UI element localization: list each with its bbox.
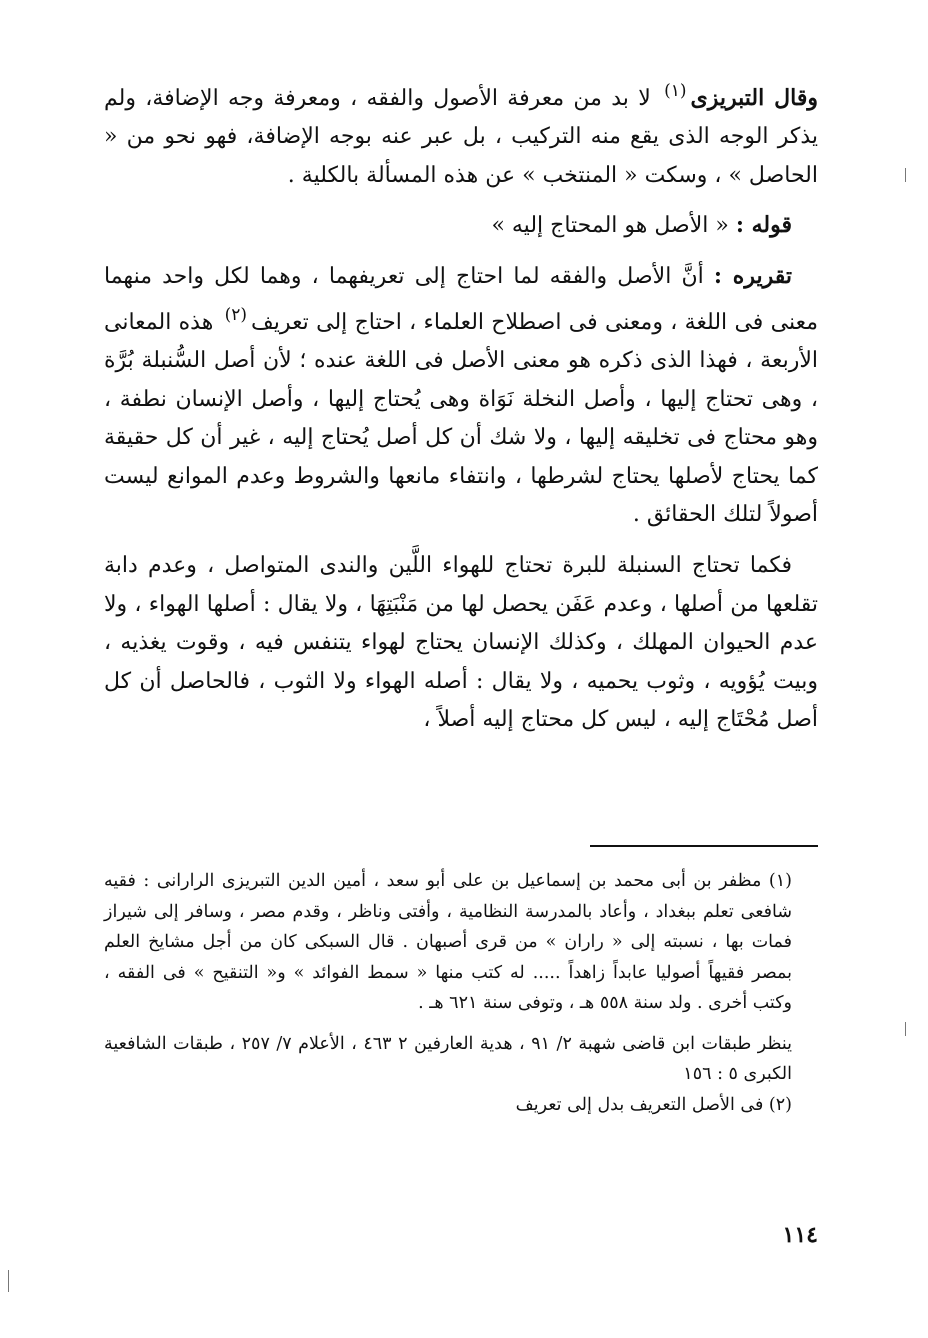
footnote-1: (١) مظفر بن أبى محمد بن إسماعيل بن على أبو سعد ، أمين الدين التبريزى الرارانى : فقيه شافعى تعلم ببغداد ، وأعاد بالمدرسة النظامية ، وأفتى وناظر ، وقدم مصر ، وسافر إلى شيراز فمات بها ، نسبته إلى « راران » من قرى أصبهان . قال السبكى كان من أجل مشايخ العلم بمصر فقيهاً أصوليا عابداً زاهداً ..... له كتب منها « سمط الفوائد » و« التنقيح » فى الفقه ، وكتب أخرى . ولد سنة ٥٥٨ هـ ، وتوفى سنة ٦٢١ هـ . [104, 871, 792, 1013]
paragraph-text: لا بد من معرفة الأصول والفقه ، ومعرفة وجه الإضافة، ولم يذكر الوجه الذى يقع منه التركيب ، بل عبر عنه بوجه الإضافة، فهو نحو من « الحاصل » ، وسكت « المنتخب » عن هذه المسألة بالكلية . [104, 86, 818, 188]
footnote-reference-2: (٢) [224, 305, 248, 326]
footnotes [104, 866, 818, 1120]
paragraph-text: « الأصل هو المحتاج إليه » [491, 213, 729, 239]
paragraph-lead: تقريره : [713, 262, 792, 289]
paragraph-tabrizi-quote [104, 72, 818, 195]
paragraph-text: فكما تحتاج السنبلة للبرة تحتاج للهواء اللَّين والندى المتواصل ، وعدم دابة تقلعها من أصلها ، وعدم عَفَن يحصل لها من مَنْبَتِهَا ، ولا يقال : أصلها الهواء ، ولا عدم الحيوان المهلك ، وكذلك الإنسان يحتاج لهواء يتنفس فيه ، وقوت يغذيه ، وبيت يُؤويه ، وثوب يحميه ، ولا يقال : أصله الهواء ولا الثوب ، فالحاصل أن كل أصل مُحْتَاج إليه ، ليس كل محتاج إليه أصلاً ، [104, 553, 818, 733]
paragraph-lead: وقال التبريزى [690, 85, 818, 111]
scan-margin-mark [905, 1022, 906, 1036]
main-text [104, 72, 818, 740]
scan-margin-mark [905, 168, 906, 182]
page-number: ١١٤ [782, 1222, 818, 1248]
scan-margin-mark [8, 1270, 9, 1292]
paragraph-text-continued: هذه المعانى الأربعة ، فهذا الذى ذكره هو معنى الأصل فى اللغة عنده ؛ لأن أصل السُّنبلة بُرَّة ، وهى تحتاج إليها ، وأصل النخلة نَوَاة وهى يُحتاج إليها ، وأصل الإنسان نطفة ، وهو محتاج فى تخليقه إليها ، ولا شك أن كل أصل يُحتاج إليه ، غير أن كل حقيقة كما يحتاج لأصلها يحتاج لشرطها ، وانتفاء مانعها والشروط وعدم الموانع ليست أصولاً لتلك الحقائق . [104, 310, 818, 528]
footnote-1-sources: ينظر طبقات ابن قاضى شهبة ٢/ ٩١ ، هدية العارفين ٢ ٤٦٣ ، الأعلام ٧/ ٢٥٧ ، طبقات الشافعية الكبرى ٥ : ١٥٦ [104, 1033, 792, 1084]
paragraph-text: أنَّ الأصل والفقه لما احتاج إلى تعريفهما ، وهما لكل واحد منهما معنى فى اللغة ، ومعنى فى اصطلاح العلماء ، احتاج إلى تعريف [104, 263, 818, 336]
footnote-separator [590, 845, 818, 847]
footnote-2: (٢) فى الأصل التعريف بدل إلى تعريف [515, 1094, 792, 1115]
paragraph-taqrir [104, 257, 818, 535]
footnote-reference-1: (١) [664, 81, 687, 101]
paragraph-qawluhu [104, 206, 818, 245]
paragraph-lead: قوله : [735, 212, 792, 239]
paragraph-sunbula-example [104, 547, 818, 739]
